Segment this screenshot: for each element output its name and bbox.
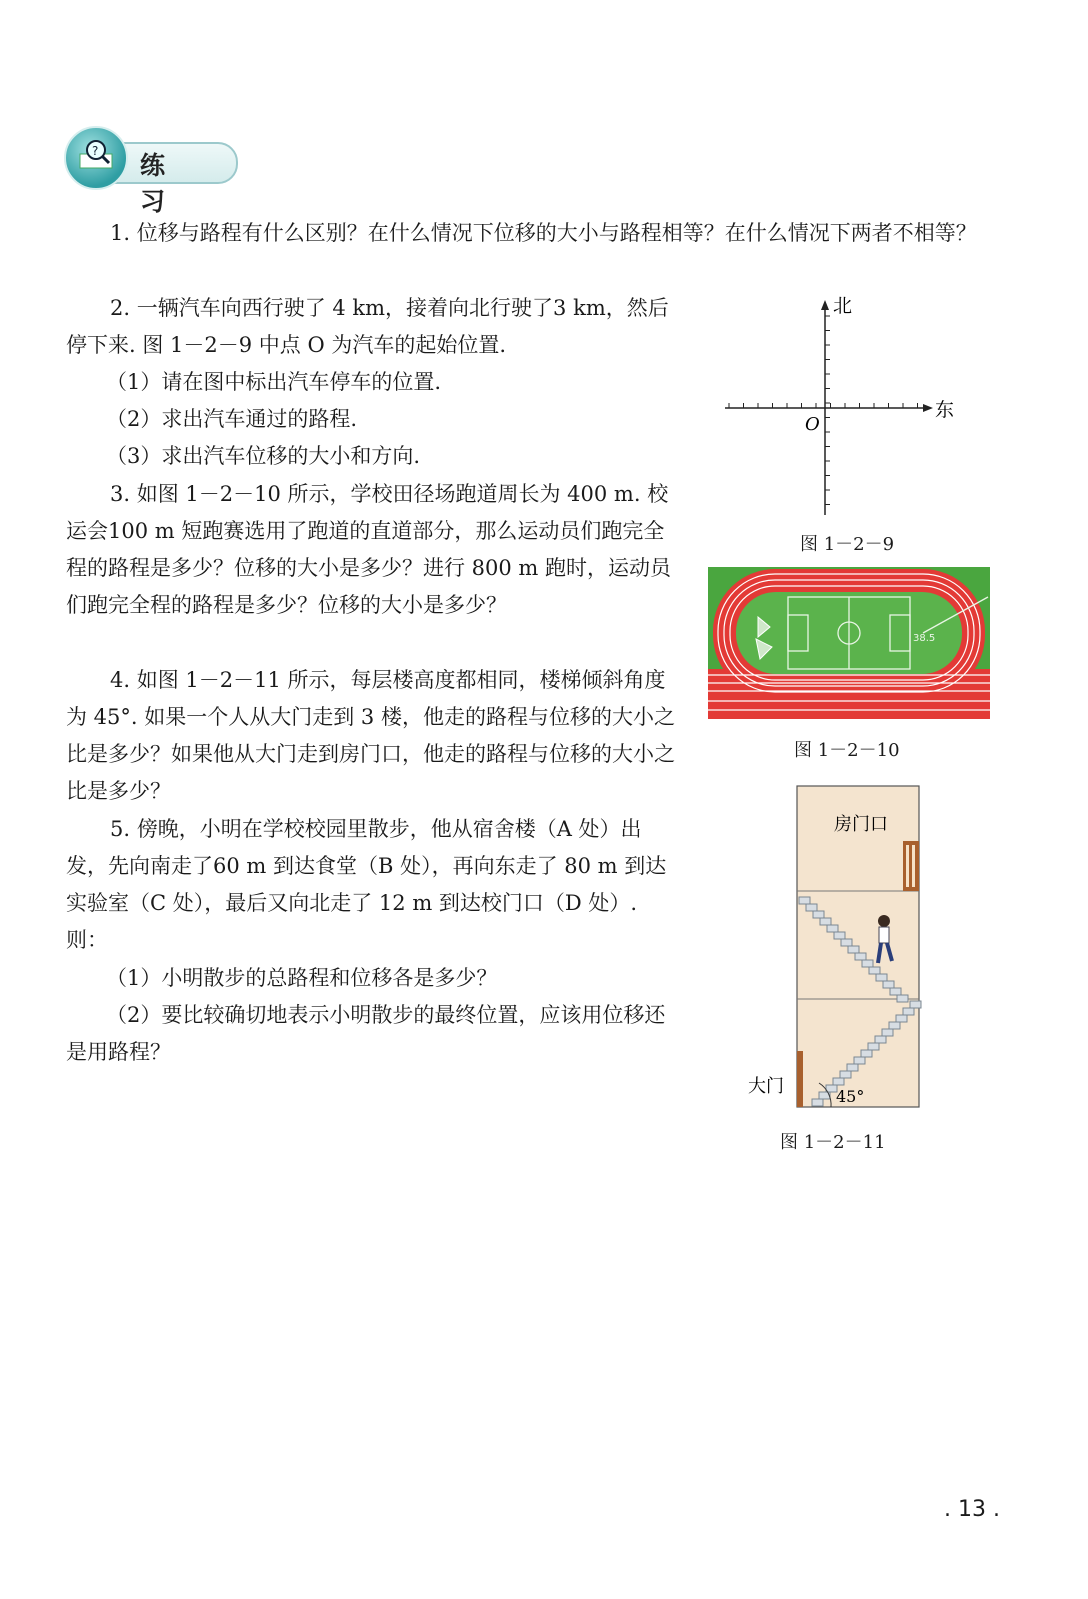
stair-step [868,1043,879,1050]
stair-step [903,1008,914,1015]
stair-step [855,953,866,960]
stair-step [813,911,824,918]
stair-step [897,995,908,1002]
figure-11-caption: 图 1－2－11 [780,1132,886,1153]
question-5-intro: 5. 傍晚，小明在学校校园里散步，他从宿舍楼（A 处）出发，先向南走了60 m 到达食堂（B 处），再向东走了 80 m 到达实验室（C 处），最后又向北走了 12 m 到达校门口（D 处）. 则： [66,817,667,952]
question-1: 1. 位移与路程有什么区别？在什么情况下位移的大小与路程相等？在什么情况下两者不相等？ [110,221,977,245]
door-label: 房门口 [834,814,888,835]
section-title: 练 习 [140,151,180,216]
stair-step [876,974,887,981]
page-number: . 13 . [944,1497,1000,1522]
east-label: 东 [935,399,955,421]
north-label: 北 [833,295,853,317]
question-4: 4. 如图 1－2－11 所示，每层楼高度都相同，楼梯倾斜角度为 45°. 如果一个人从大门走到 3 楼，他走的路程与位移的大小之比是多少？如果他从大门走到房门口，他走的路程与位移的大小之比是多少？ [66,668,675,803]
x-axis [725,404,933,412]
section-header [64,126,239,216]
stair-step [840,1071,851,1078]
question-5-part-2: （2）要比较确切地表示小明散步的最终位置，应该用位移还是用路程？ [66,1003,666,1064]
stair-step [833,1078,844,1085]
question-2-intro: 2. 一辆汽车向西行驶了 4 km，接着向北行驶了3 km，然后停下来. 图 1－2－9 中点 O 为汽车的起始位置. [66,296,669,357]
question-5-part-1: （1）小明散步的总路程和位移各是多少？ [106,966,498,990]
book-magnifier-icon [64,126,128,190]
stair-step [812,1099,823,1106]
question-2-part-2: （2）求出汽车通过的路程. [106,407,358,431]
svg-text:?: ? [92,144,99,158]
stair-step [848,946,859,953]
figure-stairs [746,785,926,1110]
stair-step [841,939,852,946]
question-3: 3. 如图 1－2－10 所示，学校田径场跑道周长为 400 m. 校运会100 m 短跑赛选用了跑道的直道部分，那么运动员们跑完全程的路程是多少？位移的大小是多少？进行 800 m 跑时，运动员们跑完全程的路程是多少？位移的大小是多少？ [66,482,672,617]
origin-label: O [805,414,820,435]
stair-step [882,1029,893,1036]
stair-step [875,1036,886,1043]
stair-step [847,1064,858,1071]
stair-step [869,967,880,974]
question-2-part-1: （1）请在图中标出汽车停车的位置. [106,370,442,394]
stair-step [896,1015,907,1022]
track-radius-label: 38.5 [913,633,936,644]
figure-axes [715,290,965,520]
stair-step [799,897,810,904]
stair-step [820,918,831,925]
figure-9-caption: 图 1－2－9 [800,534,895,555]
stair-step [883,981,894,988]
stair-step [889,1022,900,1029]
stair-step [861,1050,872,1057]
question-2-part-3: （3）求出汽车位移的大小和方向. [106,444,421,468]
stair-step [862,960,873,967]
figure-10-caption: 图 1－2－10 [794,740,900,761]
stair-step [854,1057,865,1064]
gate-label: 大门 [748,1076,784,1097]
stair-step [827,925,838,932]
angle-label: 45° [836,1087,865,1106]
stair-step [806,904,817,911]
stair-step [890,988,901,995]
figure-track [708,567,990,719]
stair-step [910,1001,921,1008]
stair-step [834,932,845,939]
